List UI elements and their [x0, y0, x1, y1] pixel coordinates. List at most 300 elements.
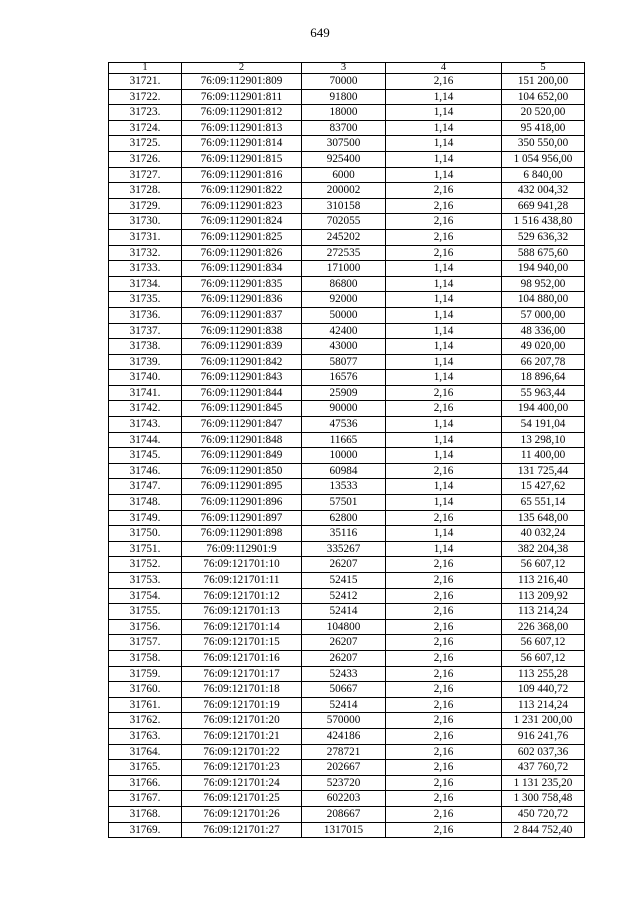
table-row [109, 666, 585, 682]
area-cell: 6000 [302, 167, 386, 183]
rate-cell: 2,16 [386, 573, 502, 589]
cadastral-number-cell: 76:09:121701:14 [182, 619, 302, 635]
cadastral-number-cell: 76:09:112901:834 [182, 261, 302, 277]
rate-cell: 2,16 [386, 760, 502, 776]
header-col-3: 3 [302, 63, 386, 74]
area-cell: 70000 [302, 74, 386, 90]
table-row [109, 198, 585, 214]
row-number-cell: 31725. [109, 136, 182, 152]
row-number-cell: 31730. [109, 214, 182, 230]
cadastral-number-cell: 76:09:112901:896 [182, 495, 302, 511]
header-row [109, 63, 585, 74]
row-number-cell: 31735. [109, 292, 182, 308]
row-number-cell: 31729. [109, 198, 182, 214]
area-cell: 26207 [302, 557, 386, 573]
rate-cell: 2,16 [386, 713, 502, 729]
cadastral-number-cell: 76:09:121701:11 [182, 573, 302, 589]
amount-cell: 450 720,72 [502, 806, 585, 822]
table-row [109, 635, 585, 651]
amount-cell: 113 216,40 [502, 573, 585, 589]
table-row [109, 495, 585, 511]
amount-cell: 1 054 956,00 [502, 151, 585, 167]
cadastral-number-cell: 76:09:112901:812 [182, 105, 302, 121]
cadastral-number-cell: 76:09:112901:839 [182, 339, 302, 355]
table-row [109, 120, 585, 136]
cadastral-number-cell: 76:09:112901:836 [182, 292, 302, 308]
table-row [109, 526, 585, 542]
table-row [109, 323, 585, 339]
rate-cell: 2,16 [386, 245, 502, 261]
amount-cell: 104 652,00 [502, 89, 585, 105]
area-cell: 335267 [302, 541, 386, 557]
cadastral-number-cell: 76:09:112901:815 [182, 151, 302, 167]
row-number-cell: 31734. [109, 276, 182, 292]
area-cell: 18000 [302, 105, 386, 121]
rate-cell: 1,14 [386, 167, 502, 183]
area-cell: 278721 [302, 744, 386, 760]
table-row [109, 760, 585, 776]
cadastral-number-cell: 76:09:112901:838 [182, 323, 302, 339]
amount-cell: 194 400,00 [502, 401, 585, 417]
row-number-cell: 31743. [109, 417, 182, 433]
cadastral-number-cell: 76:09:121701:25 [182, 791, 302, 807]
amount-cell: 40 032,24 [502, 526, 585, 542]
area-cell: 307500 [302, 136, 386, 152]
rate-cell: 2,16 [386, 619, 502, 635]
amount-cell: 2 844 752,40 [502, 822, 585, 838]
cadastral-number-cell: 76:09:121701:21 [182, 728, 302, 744]
rate-cell: 1,14 [386, 432, 502, 448]
rate-cell: 2,16 [386, 463, 502, 479]
rate-cell: 2,16 [386, 791, 502, 807]
table-row [109, 370, 585, 386]
area-cell: 424186 [302, 728, 386, 744]
cadastral-number-cell: 76:09:112901:814 [182, 136, 302, 152]
cadastral-number-cell: 76:09:121701:18 [182, 682, 302, 698]
area-cell: 52433 [302, 666, 386, 682]
area-cell: 50000 [302, 307, 386, 323]
row-number-cell: 31764. [109, 744, 182, 760]
header-col-5: 5 [502, 63, 585, 74]
area-cell: 58077 [302, 354, 386, 370]
cadastral-number-cell: 76:09:121701:13 [182, 604, 302, 620]
table-row [109, 385, 585, 401]
cadastral-number-cell: 76:09:112901:825 [182, 229, 302, 245]
cadastral-number-cell: 76:09:112901:849 [182, 448, 302, 464]
table-row [109, 541, 585, 557]
area-cell: 52412 [302, 588, 386, 604]
cadastral-number-cell: 76:09:121701:20 [182, 713, 302, 729]
amount-cell: 382 204,38 [502, 541, 585, 557]
rate-cell: 2,16 [386, 728, 502, 744]
table-row [109, 448, 585, 464]
area-cell: 52414 [302, 604, 386, 620]
area-cell: 91800 [302, 89, 386, 105]
rate-cell: 2,16 [386, 604, 502, 620]
area-cell: 208667 [302, 806, 386, 822]
rate-cell: 2,16 [386, 214, 502, 230]
row-number-cell: 31742. [109, 401, 182, 417]
area-cell: 43000 [302, 339, 386, 355]
table-row [109, 619, 585, 635]
amount-cell: 56 607,12 [502, 557, 585, 573]
area-cell: 86800 [302, 276, 386, 292]
table-row [109, 822, 585, 838]
rate-cell: 1,14 [386, 136, 502, 152]
row-number-cell: 31739. [109, 354, 182, 370]
row-number-cell: 31763. [109, 728, 182, 744]
row-number-cell: 31760. [109, 682, 182, 698]
area-cell: 171000 [302, 261, 386, 277]
amount-cell: 194 940,00 [502, 261, 585, 277]
cadastral-number-cell: 76:09:112901:811 [182, 89, 302, 105]
table-row [109, 417, 585, 433]
area-cell: 11665 [302, 432, 386, 448]
cadastral-number-cell: 76:09:112901:843 [182, 370, 302, 386]
cadastral-number-cell: 76:09:112901:824 [182, 214, 302, 230]
table-row [109, 74, 585, 90]
amount-cell: 916 241,76 [502, 728, 585, 744]
table-row [109, 89, 585, 105]
table-row [109, 307, 585, 323]
area-cell: 52415 [302, 573, 386, 589]
amount-cell: 109 440,72 [502, 682, 585, 698]
area-cell: 702055 [302, 214, 386, 230]
area-cell: 104800 [302, 619, 386, 635]
amount-cell: 15 427,62 [502, 479, 585, 495]
row-number-cell: 31747. [109, 479, 182, 495]
cadastral-number-cell: 76:09:112901:844 [182, 385, 302, 401]
area-cell: 202667 [302, 760, 386, 776]
area-cell: 16576 [302, 370, 386, 386]
cadastral-number-cell: 76:09:112901:9 [182, 541, 302, 557]
cadastral-number-cell: 76:09:121701:10 [182, 557, 302, 573]
rate-cell: 2,16 [386, 775, 502, 791]
cadastral-number-cell: 76:09:121701:16 [182, 650, 302, 666]
amount-cell: 432 004,32 [502, 183, 585, 199]
rate-cell: 1,14 [386, 541, 502, 557]
amount-cell: 1 131 235,20 [502, 775, 585, 791]
cadastral-number-cell: 76:09:121701:26 [182, 806, 302, 822]
row-number-cell: 31727. [109, 167, 182, 183]
rate-cell: 1,14 [386, 89, 502, 105]
row-number-cell: 31755. [109, 604, 182, 620]
cadastral-number-cell: 76:09:112901:822 [182, 183, 302, 199]
row-number-cell: 31722. [109, 89, 182, 105]
header-col-2: 2 [182, 63, 302, 74]
amount-cell: 66 207,78 [502, 354, 585, 370]
amount-cell: 65 551,14 [502, 495, 585, 511]
row-number-cell: 31740. [109, 370, 182, 386]
row-number-cell: 31737. [109, 323, 182, 339]
area-cell: 200002 [302, 183, 386, 199]
cadastral-number-cell: 76:09:121701:19 [182, 697, 302, 713]
page-number: 649 [310, 25, 330, 40]
cadastral-number-cell: 76:09:112901:816 [182, 167, 302, 183]
row-number-cell: 31741. [109, 385, 182, 401]
rate-cell: 1,14 [386, 354, 502, 370]
area-cell: 83700 [302, 120, 386, 136]
area-cell: 60984 [302, 463, 386, 479]
area-cell: 13533 [302, 479, 386, 495]
area-cell: 925400 [302, 151, 386, 167]
row-number-cell: 31733. [109, 261, 182, 277]
rate-cell: 2,16 [386, 588, 502, 604]
table-row [109, 401, 585, 417]
table-row [109, 775, 585, 791]
rate-cell: 2,16 [386, 198, 502, 214]
table-row [109, 432, 585, 448]
amount-cell: 437 760,72 [502, 760, 585, 776]
rate-cell: 2,16 [386, 697, 502, 713]
area-cell: 50667 [302, 682, 386, 698]
table-row [109, 183, 585, 199]
amount-cell: 131 725,44 [502, 463, 585, 479]
rate-cell: 1,14 [386, 370, 502, 386]
amount-cell: 55 963,44 [502, 385, 585, 401]
row-number-cell: 31744. [109, 432, 182, 448]
cadastral-number-cell: 76:09:112901:837 [182, 307, 302, 323]
table-row [109, 588, 585, 604]
row-number-cell: 31721. [109, 74, 182, 90]
rate-cell: 2,16 [386, 385, 502, 401]
table-row [109, 604, 585, 620]
amount-cell: 588 675,60 [502, 245, 585, 261]
table-row [109, 136, 585, 152]
area-cell: 1317015 [302, 822, 386, 838]
amount-cell: 529 636,32 [502, 229, 585, 245]
rate-cell: 1,14 [386, 307, 502, 323]
table-row [109, 573, 585, 589]
table-row [109, 650, 585, 666]
amount-cell: 104 880,00 [502, 292, 585, 308]
amount-cell: 13 298,10 [502, 432, 585, 448]
row-number-cell: 31732. [109, 245, 182, 261]
cadastral-number-cell: 76:09:112901:898 [182, 526, 302, 542]
rate-cell: 2,16 [386, 806, 502, 822]
row-number-cell: 31726. [109, 151, 182, 167]
table-row [109, 214, 585, 230]
area-cell: 52414 [302, 697, 386, 713]
row-number-cell: 31767. [109, 791, 182, 807]
rate-cell: 1,14 [386, 339, 502, 355]
area-cell: 90000 [302, 401, 386, 417]
amount-cell: 113 214,24 [502, 604, 585, 620]
table-row [109, 105, 585, 121]
cadastral-number-cell: 76:09:112901:847 [182, 417, 302, 433]
row-number-cell: 31769. [109, 822, 182, 838]
row-number-cell: 31752. [109, 557, 182, 573]
rate-cell: 1,14 [386, 105, 502, 121]
header-col-1: 1 [109, 63, 182, 74]
table-row [109, 682, 585, 698]
rate-cell: 1,14 [386, 120, 502, 136]
row-number-cell: 31759. [109, 666, 182, 682]
rate-cell: 1,14 [386, 495, 502, 511]
amount-cell: 57 000,00 [502, 307, 585, 323]
table-row [109, 261, 585, 277]
row-number-cell: 31762. [109, 713, 182, 729]
rate-cell: 2,16 [386, 74, 502, 90]
area-cell: 26207 [302, 650, 386, 666]
cadastral-number-cell: 76:09:121701:23 [182, 760, 302, 776]
row-number-cell: 31761. [109, 697, 182, 713]
row-number-cell: 31749. [109, 510, 182, 526]
row-number-cell: 31768. [109, 806, 182, 822]
table-row [109, 713, 585, 729]
row-number-cell: 31738. [109, 339, 182, 355]
rate-cell: 1,14 [386, 479, 502, 495]
area-cell: 272535 [302, 245, 386, 261]
cadastral-number-cell: 76:09:121701:27 [182, 822, 302, 838]
cadastral-number-cell: 76:09:112901:835 [182, 276, 302, 292]
amount-cell: 1 231 200,00 [502, 713, 585, 729]
rate-cell: 1,14 [386, 261, 502, 277]
table-row [109, 276, 585, 292]
area-cell: 57501 [302, 495, 386, 511]
row-number-cell: 31745. [109, 448, 182, 464]
row-number-cell: 31756. [109, 619, 182, 635]
cadastral-number-cell: 76:09:112901:813 [182, 120, 302, 136]
area-cell: 26207 [302, 635, 386, 651]
cadastral-number-cell: 76:09:112901:809 [182, 74, 302, 90]
amount-cell: 20 520,00 [502, 105, 585, 121]
table-row [109, 292, 585, 308]
area-cell: 42400 [302, 323, 386, 339]
area-cell: 92000 [302, 292, 386, 308]
area-cell: 62800 [302, 510, 386, 526]
cadastral-number-cell: 76:09:121701:24 [182, 775, 302, 791]
rate-cell: 1,14 [386, 448, 502, 464]
row-number-cell: 31731. [109, 229, 182, 245]
amount-cell: 95 418,00 [502, 120, 585, 136]
amount-cell: 49 020,00 [502, 339, 585, 355]
rate-cell: 1,14 [386, 292, 502, 308]
row-number-cell: 31723. [109, 105, 182, 121]
table-row [109, 229, 585, 245]
amount-cell: 350 550,00 [502, 136, 585, 152]
row-number-cell: 31736. [109, 307, 182, 323]
table-row [109, 728, 585, 744]
table-row [109, 510, 585, 526]
area-cell: 10000 [302, 448, 386, 464]
amount-cell: 11 400,00 [502, 448, 585, 464]
row-number-cell: 31765. [109, 760, 182, 776]
area-cell: 523720 [302, 775, 386, 791]
amount-cell: 56 607,12 [502, 635, 585, 651]
row-number-cell: 31757. [109, 635, 182, 651]
table-header [109, 63, 585, 74]
rate-cell: 2,16 [386, 229, 502, 245]
rate-cell: 1,14 [386, 417, 502, 433]
cadastral-number-cell: 76:09:112901:897 [182, 510, 302, 526]
row-number-cell: 31766. [109, 775, 182, 791]
area-cell: 25909 [302, 385, 386, 401]
row-number-cell: 31758. [109, 650, 182, 666]
amount-cell: 1 300 758,48 [502, 791, 585, 807]
area-cell: 47536 [302, 417, 386, 433]
rate-cell: 2,16 [386, 744, 502, 760]
rate-cell: 1,14 [386, 526, 502, 542]
amount-cell: 151 200,00 [502, 74, 585, 90]
amount-cell: 48 336,00 [502, 323, 585, 339]
cadastral-number-cell: 76:09:112901:845 [182, 401, 302, 417]
amount-cell: 6 840,00 [502, 167, 585, 183]
amount-cell: 1 516 438,80 [502, 214, 585, 230]
amount-cell: 226 368,00 [502, 619, 585, 635]
header-col-4: 4 [386, 63, 502, 74]
area-cell: 245202 [302, 229, 386, 245]
table-row [109, 806, 585, 822]
cadastral-number-cell: 76:09:112901:826 [182, 245, 302, 261]
table-row [109, 557, 585, 573]
rate-cell: 2,16 [386, 401, 502, 417]
row-number-cell: 31728. [109, 183, 182, 199]
table-row [109, 791, 585, 807]
table-row [109, 339, 585, 355]
data-table [108, 62, 585, 838]
area-cell: 602203 [302, 791, 386, 807]
table-row [109, 151, 585, 167]
amount-cell: 135 648,00 [502, 510, 585, 526]
row-number-cell: 31748. [109, 495, 182, 511]
table-row [109, 697, 585, 713]
rate-cell: 2,16 [386, 557, 502, 573]
cadastral-number-cell: 76:09:121701:22 [182, 744, 302, 760]
area-cell: 35116 [302, 526, 386, 542]
amount-cell: 113 214,24 [502, 697, 585, 713]
cadastral-number-cell: 76:09:112901:850 [182, 463, 302, 479]
amount-cell: 18 896,64 [502, 370, 585, 386]
row-number-cell: 31750. [109, 526, 182, 542]
table-row [109, 167, 585, 183]
cadastral-number-cell: 76:09:121701:12 [182, 588, 302, 604]
cadastral-number-cell: 76:09:112901:823 [182, 198, 302, 214]
amount-cell: 602 037,36 [502, 744, 585, 760]
table-row [109, 479, 585, 495]
cadastral-number-cell: 76:09:112901:895 [182, 479, 302, 495]
amount-cell: 113 209,92 [502, 588, 585, 604]
rate-cell: 2,16 [386, 183, 502, 199]
area-cell: 570000 [302, 713, 386, 729]
amount-cell: 54 191,04 [502, 417, 585, 433]
table-row [109, 463, 585, 479]
rate-cell: 1,14 [386, 276, 502, 292]
amount-cell: 56 607,12 [502, 650, 585, 666]
table-body [109, 74, 585, 838]
row-number-cell: 31753. [109, 573, 182, 589]
row-number-cell: 31754. [109, 588, 182, 604]
amount-cell: 669 941,28 [502, 198, 585, 214]
rate-cell: 2,16 [386, 650, 502, 666]
rate-cell: 2,16 [386, 510, 502, 526]
table-row [109, 245, 585, 261]
cadastral-number-cell: 76:09:121701:15 [182, 635, 302, 651]
rate-cell: 2,16 [386, 682, 502, 698]
row-number-cell: 31746. [109, 463, 182, 479]
cadastral-number-cell: 76:09:112901:848 [182, 432, 302, 448]
cadastral-number-cell: 76:09:112901:842 [182, 354, 302, 370]
table-row [109, 744, 585, 760]
rate-cell: 2,16 [386, 822, 502, 838]
row-number-cell: 31724. [109, 120, 182, 136]
rate-cell: 2,16 [386, 666, 502, 682]
cadastral-number-cell: 76:09:121701:17 [182, 666, 302, 682]
area-cell: 310158 [302, 198, 386, 214]
amount-cell: 98 952,00 [502, 276, 585, 292]
rate-cell: 2,16 [386, 635, 502, 651]
amount-cell: 113 255,28 [502, 666, 585, 682]
